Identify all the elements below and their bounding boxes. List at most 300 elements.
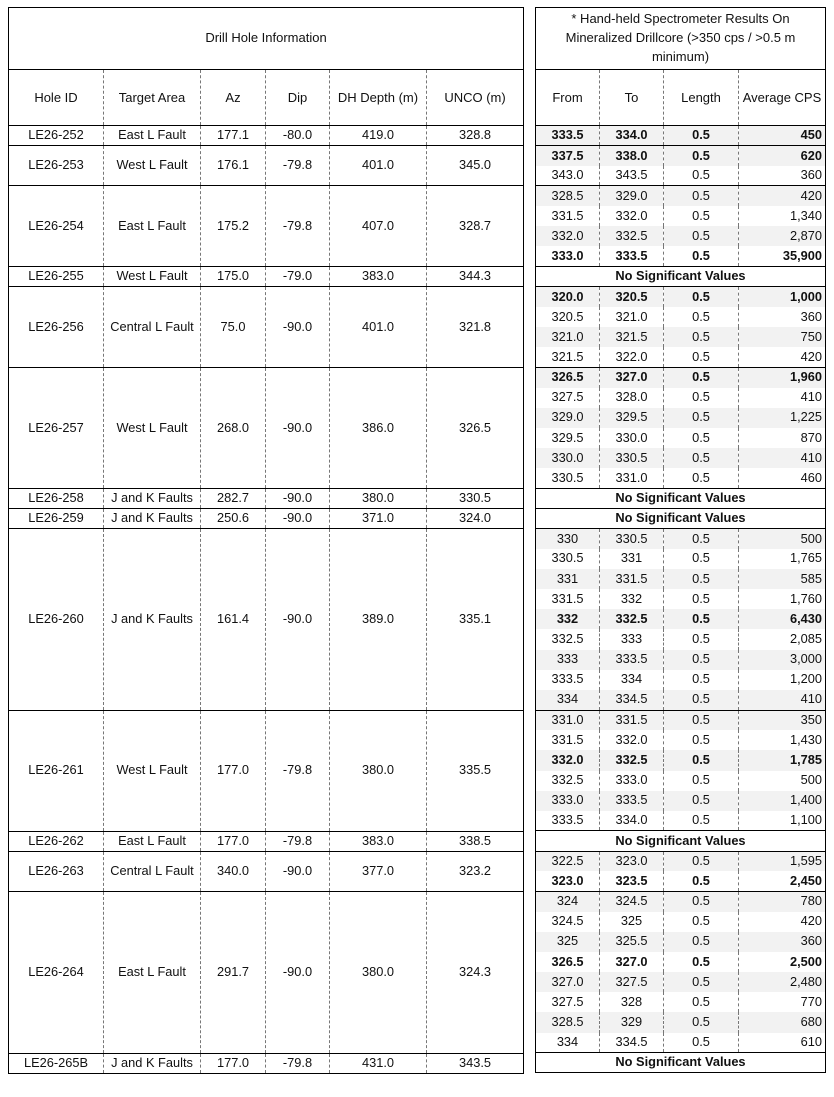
result-row [536,287,826,307]
hole-target: East L Fault [104,831,201,851]
result-from: 343.0 [551,167,584,183]
result-row [536,791,826,811]
hole-id: LE26-254 [9,186,104,267]
result-row [536,609,826,629]
result-from: 332.0 [536,226,600,246]
result-from: 334 [536,690,600,710]
result-length: 0.5 [664,992,739,1012]
result-cps: 1,200 [739,670,826,690]
no-significant-values: No Significant Values [536,1053,826,1073]
result-row [536,367,826,387]
hole-id: LE26-263 [9,852,104,892]
result-cps: 420 [739,912,826,932]
hole-unco: 328.7 [427,186,524,267]
hole-az: 291.7 [201,892,266,1053]
result-length: 0.5 [664,730,739,750]
result-to: 329.5 [600,408,664,428]
result-row [536,690,826,710]
hole-depth: 380.0 [330,489,427,509]
result-cps: 410 [739,448,826,468]
result-row [536,166,826,186]
result-cps: 410 [739,388,826,408]
result-from: 329.0 [536,408,600,428]
result-row [536,932,826,952]
hole-depth: 419.0 [330,126,427,146]
hole-az: 177.0 [201,1053,266,1073]
result-row [536,327,826,347]
hole-dip: -79.8 [266,1053,330,1073]
result-length: 0.5 [664,710,739,730]
header-average-cps: Average CPS [739,70,826,126]
result-cps: 3,000 [739,650,826,670]
result-to: 338.0 [600,146,664,166]
result-to: 343.5 [600,166,664,186]
result-to: 328.0 [600,388,664,408]
result-length: 0.5 [664,388,739,408]
no-significant-values: No Significant Values [536,267,826,287]
result-row [536,992,826,1012]
result-row [536,750,826,770]
result-to: 333.5 [600,650,664,670]
result-from: 331.5 [551,207,584,223]
hole-depth: 407.0 [330,186,427,267]
result-row [536,388,826,408]
result-to: 324.5 [600,891,664,911]
result-row [536,246,826,266]
hole-unco: 326.5 [427,367,524,488]
result-to: 321.0 [600,307,664,327]
header-dh-depth: DH Depth (m) [330,70,427,126]
result-from: 328.5 [536,1012,600,1032]
result-length: 0.5 [664,347,739,367]
result-row [536,1012,826,1032]
result-cps: 360 [739,307,826,327]
result-row [536,468,826,488]
hole-target: West L Fault [104,146,201,186]
hole-dip: -79.8 [266,146,330,186]
result-row [536,549,826,569]
result-from: 333.5 [536,126,600,146]
result-row [536,226,826,246]
result-row [536,730,826,750]
result-cps: 1,595 [739,851,826,871]
result-from: 337.5 [536,146,600,166]
hole-target: East L Fault [104,186,201,267]
hole-target: West L Fault [104,267,201,287]
result-length: 0.5 [664,1012,739,1032]
result-cps: 2,870 [739,226,826,246]
result-cps: 410 [739,690,826,710]
result-to: 322.0 [600,347,664,367]
result-cps: 1,785 [739,750,826,770]
result-length: 0.5 [664,912,739,932]
hole-unco: 345.0 [427,146,524,186]
hole-id: LE26-253 [9,146,104,186]
hole-row [9,186,524,267]
result-row [536,851,826,871]
result-from: 321.5 [551,348,584,364]
result-row [536,448,826,468]
hole-id: LE26-259 [9,509,104,529]
hole-dip: -79.8 [266,186,330,267]
result-cps: 620 [739,146,826,166]
result-length: 0.5 [664,226,739,246]
result-from: 327.0 [536,972,600,992]
hole-target: Central L Fault [104,852,201,892]
result-to: 330.0 [600,428,664,448]
no-significant-values: No Significant Values [536,488,826,508]
header-hole-id: Hole ID [9,70,104,126]
hole-depth: 380.0 [330,710,427,831]
result-length: 0.5 [664,287,739,307]
result-to: 329.0 [600,186,664,206]
hole-depth: 383.0 [330,267,427,287]
result-row [536,206,826,226]
hole-target: East L Fault [104,126,201,146]
hole-az: 250.6 [201,509,266,529]
result-to: 329 [600,1012,664,1032]
hole-id: LE26-260 [9,529,104,711]
result-from: 329.5 [551,429,584,445]
hole-target: West L Fault [104,710,201,831]
result-cps: 1,760 [739,589,826,609]
result-from: 333.5 [551,812,584,828]
hole-row [9,367,524,488]
result-length: 0.5 [664,650,739,670]
result-row [536,952,826,972]
result-from: 330.5 [551,469,584,485]
result-from: 334 [556,1033,579,1049]
hole-target: J and K Faults [104,509,201,529]
result-from: 332.0 [536,750,600,770]
hole-depth: 377.0 [330,852,427,892]
result-length: 0.5 [664,367,739,387]
result-row [536,871,826,891]
hole-target: J and K Faults [104,1053,201,1073]
hole-dip: -80.0 [266,126,330,146]
result-to: 323.5 [600,871,664,891]
result-from: 333.0 [551,247,584,263]
result-from: 330.0 [536,448,600,468]
result-cps: 500 [739,529,826,549]
result-to: 334.5 [600,690,664,710]
result-cps: 420 [739,347,826,367]
header-dip: Dip [266,70,330,126]
result-to: 328 [600,992,664,1012]
header-to: To [600,70,664,126]
hole-target: West L Fault [104,367,201,488]
result-cps: 1,225 [739,408,826,428]
hole-depth: 431.0 [330,1053,427,1073]
result-row [536,307,826,327]
result-from: 332.5 [551,631,584,647]
hole-dip: -79.8 [266,710,330,831]
result-length: 0.5 [664,589,739,609]
result-row [536,347,826,367]
result-row [536,912,826,932]
hole-row [9,1053,524,1073]
hole-row [9,529,524,711]
result-length: 0.5 [664,549,739,569]
header-length: Length [664,70,739,126]
result-from: 325 [536,932,600,952]
result-cps: 420 [739,186,826,206]
result-row [536,771,826,791]
result-length: 0.5 [664,932,739,952]
result-cps: 780 [739,891,826,911]
no-significant-values: No Significant Values [536,508,826,528]
result-cps: 1,400 [739,791,826,811]
no-values-row [536,488,826,508]
result-length: 0.5 [664,771,739,791]
result-cps: 1,430 [739,730,826,750]
result-row [536,186,826,206]
hole-dip: -90.0 [266,287,330,368]
hole-depth: 401.0 [330,287,427,368]
hole-az: 176.1 [201,146,266,186]
result-from: 328.5 [536,186,600,206]
result-row [536,126,826,146]
hole-az: 340.0 [201,852,266,892]
hole-row [9,489,524,509]
no-values-row [536,1053,826,1073]
hole-dip: -90.0 [266,509,330,529]
result-row [536,589,826,609]
result-row [536,650,826,670]
result-length: 0.5 [664,891,739,911]
result-from: 327.5 [551,389,584,405]
hole-row [9,509,524,529]
hole-dip: -90.0 [266,529,330,711]
result-cps: 1,100 [739,811,826,831]
hole-az: 177.0 [201,710,266,831]
result-to: 327.0 [600,952,664,972]
result-cps: 360 [739,932,826,952]
result-row [536,1033,826,1053]
result-to: 332.5 [600,750,664,770]
result-cps: 2,500 [739,952,826,972]
hole-unco: 335.1 [427,529,524,711]
result-length: 0.5 [664,670,739,690]
hole-row [9,831,524,851]
result-to: 331.0 [600,468,664,488]
result-length: 0.5 [664,408,739,428]
result-to: 331 [600,549,664,569]
result-cps: 1,000 [739,287,826,307]
result-from: 333.0 [536,791,600,811]
result-length: 0.5 [664,529,739,549]
drill-hole-info-title: Drill Hole Information [9,8,524,70]
hole-target: East L Fault [104,892,201,1053]
result-length: 0.5 [664,327,739,347]
hole-row [9,146,524,186]
result-length: 0.5 [664,146,739,166]
hole-depth: 383.0 [330,831,427,851]
result-length: 0.5 [664,609,739,629]
hole-unco: 321.8 [427,287,524,368]
result-from: 333.5 [551,671,584,687]
result-cps: 2,085 [739,629,826,649]
hole-depth: 386.0 [330,367,427,488]
result-length: 0.5 [664,448,739,468]
no-values-row [536,267,826,287]
result-to: 334 [600,670,664,690]
hole-row [9,892,524,1053]
result-cps: 500 [739,771,826,791]
hole-id: LE26-252 [9,126,104,146]
hole-az: 75.0 [201,287,266,368]
result-length: 0.5 [664,952,739,972]
hole-az: 177.1 [201,126,266,146]
result-row [536,629,826,649]
result-to: 334.5 [600,1033,664,1053]
result-from: 331.0 [536,710,600,730]
hole-az: 268.0 [201,367,266,488]
hole-id: LE26-264 [9,892,104,1053]
hole-id: LE26-261 [9,710,104,831]
result-to: 333.5 [600,791,664,811]
result-from: 327.5 [551,993,584,1009]
hole-dip: -90.0 [266,852,330,892]
result-to: 325.5 [600,932,664,952]
hole-dip: -90.0 [266,367,330,488]
hole-az: 282.7 [201,489,266,509]
result-from: 331.5 [551,731,584,747]
hole-unco: 344.3 [427,267,524,287]
header-from: From [536,70,600,126]
result-from: 324.5 [551,913,584,929]
hole-az: 177.0 [201,831,266,851]
hole-unco: 338.5 [427,831,524,851]
result-length: 0.5 [664,690,739,710]
result-from: 326.5 [551,953,584,969]
result-length: 0.5 [664,972,739,992]
result-length: 0.5 [664,307,739,327]
hole-unco: 323.2 [427,852,524,892]
result-to: 333.5 [600,246,664,266]
hole-unco: 324.0 [427,509,524,529]
hole-depth: 371.0 [330,509,427,529]
result-to: 333 [600,629,664,649]
result-row [536,408,826,428]
spectrometer-results-table [535,7,826,1073]
result-from: 330 [536,529,600,549]
result-to: 332.5 [600,609,664,629]
result-to: 327.5 [600,972,664,992]
hole-unco: 328.8 [427,126,524,146]
result-to: 320.5 [600,287,664,307]
hole-dip: -90.0 [266,489,330,509]
result-row [536,529,826,549]
hole-id: LE26-265B [9,1053,104,1073]
hole-az: 175.0 [201,267,266,287]
result-from: 320.0 [536,287,600,307]
result-row [536,710,826,730]
result-to: 331.5 [600,569,664,589]
result-cps: 35,900 [739,246,826,266]
result-cps: 610 [739,1033,826,1053]
hole-az: 175.2 [201,186,266,267]
hole-target: J and K Faults [104,529,201,711]
result-to: 332.0 [600,206,664,226]
result-row [536,146,826,166]
result-length: 0.5 [664,871,739,891]
hole-row [9,267,524,287]
result-row [536,569,826,589]
hole-row [9,126,524,146]
result-from: 331.5 [551,590,584,606]
hole-id: LE26-262 [9,831,104,851]
hole-row [9,710,524,831]
result-length: 0.5 [664,851,739,871]
result-to: 332 [600,589,664,609]
hole-target: J and K Faults [104,489,201,509]
no-values-row [536,831,826,851]
result-to: 332.0 [600,730,664,750]
result-cps: 750 [739,327,826,347]
result-length: 0.5 [664,166,739,186]
hole-unco: 335.5 [427,710,524,831]
hole-dip: -79.0 [266,267,330,287]
result-length: 0.5 [664,126,739,146]
result-from: 330.5 [551,550,584,566]
hole-unco: 343.5 [427,1053,524,1073]
result-row [536,428,826,448]
result-to: 334.0 [600,811,664,831]
result-from: 323.0 [551,872,584,888]
hole-depth: 380.0 [330,892,427,1053]
hole-target: Central L Fault [104,287,201,368]
result-cps: 350 [739,710,826,730]
result-length: 0.5 [664,569,739,589]
hole-unco: 324.3 [427,892,524,1053]
hole-depth: 401.0 [330,146,427,186]
drill-hole-info-table [8,7,524,1074]
result-cps: 6,430 [739,609,826,629]
result-to: 321.5 [600,327,664,347]
result-length: 0.5 [664,750,739,770]
result-cps: 770 [739,992,826,1012]
hole-id: LE26-257 [9,367,104,488]
result-cps: 460 [739,468,826,488]
result-length: 0.5 [664,186,739,206]
result-to: 334.0 [600,126,664,146]
result-to: 323.0 [600,851,664,871]
no-values-row [536,508,826,528]
result-to: 330.5 [600,448,664,468]
result-row [536,891,826,911]
result-from: 322.5 [536,851,600,871]
result-from: 331 [536,569,600,589]
result-cps: 450 [739,126,826,146]
result-to: 333.0 [600,771,664,791]
result-from: 320.5 [551,308,584,324]
result-row [536,670,826,690]
result-from: 332.5 [551,772,584,788]
result-to: 330.5 [600,529,664,549]
header-target-area: Target Area [104,70,201,126]
result-cps: 1,960 [739,367,826,387]
result-length: 0.5 [664,206,739,226]
result-to: 331.5 [600,710,664,730]
result-length: 0.5 [664,1033,739,1053]
result-length: 0.5 [664,629,739,649]
result-row [536,811,826,831]
result-from: 333 [536,650,600,670]
result-length: 0.5 [664,246,739,266]
result-length: 0.5 [664,428,739,448]
result-cps: 1,340 [739,206,826,226]
